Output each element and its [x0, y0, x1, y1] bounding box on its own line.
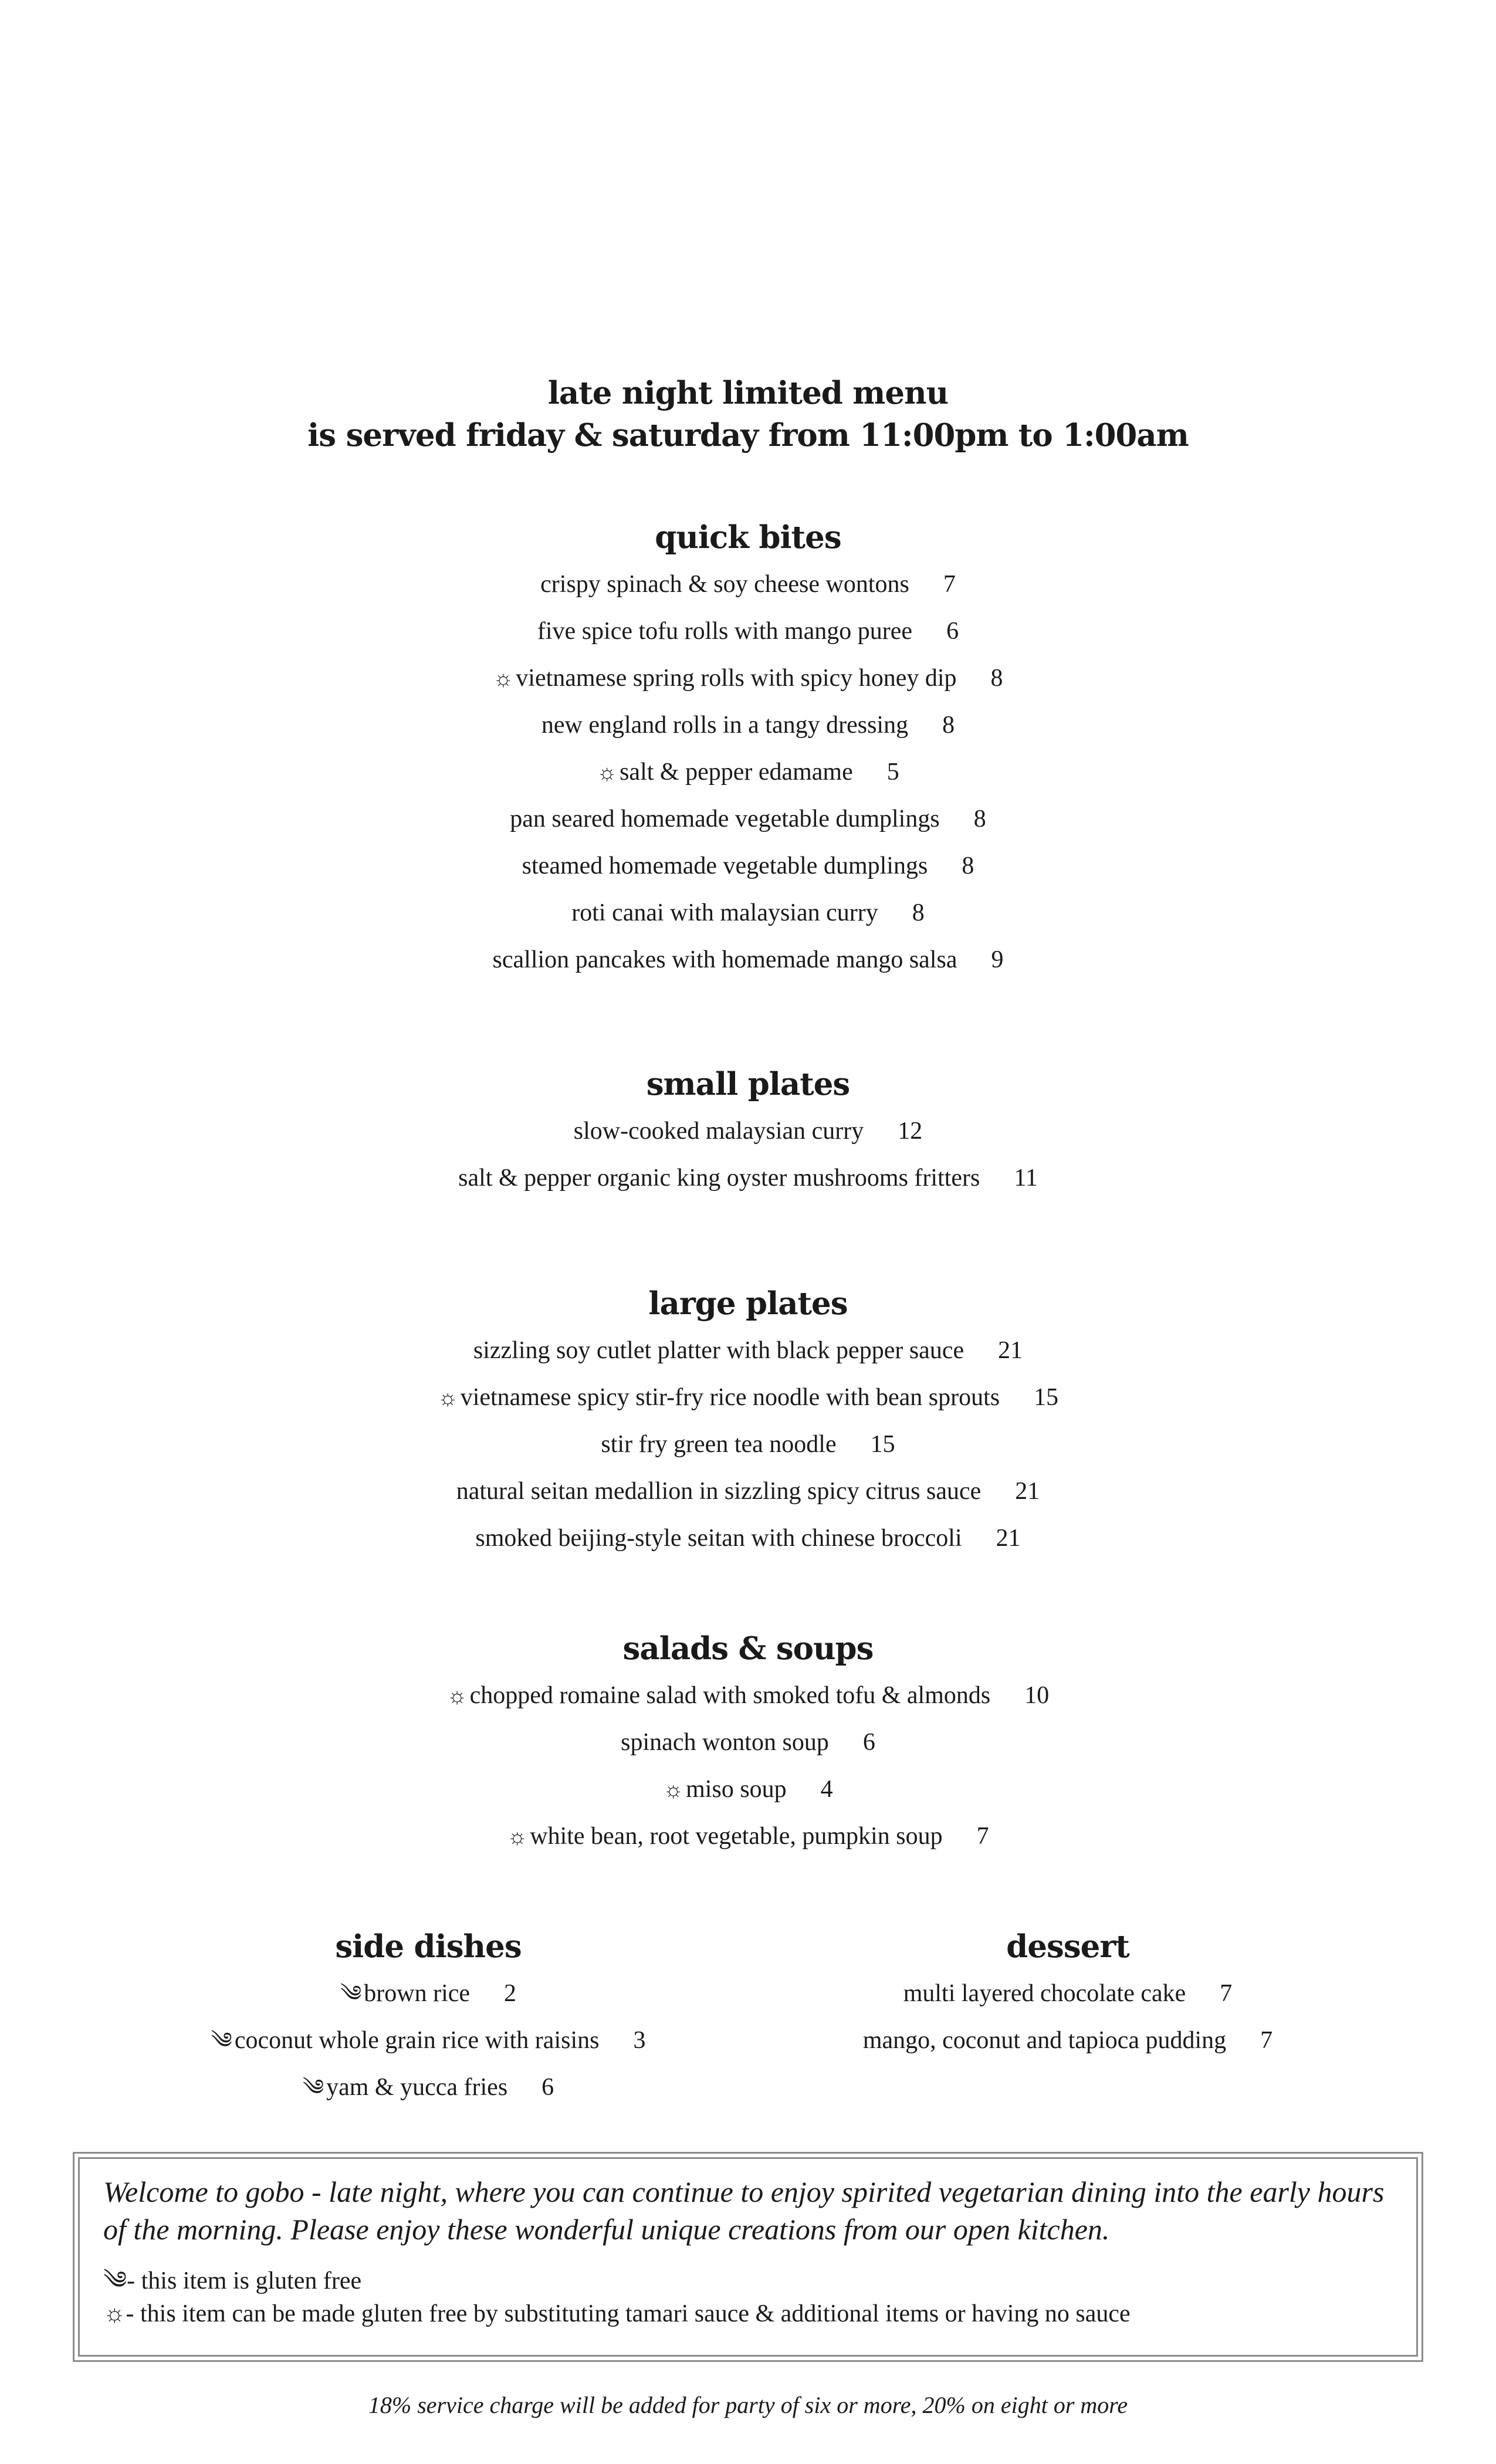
menu-item-price: 4: [820, 1776, 833, 1803]
menu-item-name: coconut whole grain rice with raisins: [234, 2027, 600, 2054]
menu-item-price: 7: [1220, 1980, 1233, 2007]
menu-item-name: vietnamese spicy stir-fry rice noodle with bean sprouts: [460, 1384, 1000, 1411]
menu-item-name: five spice tofu rolls with mango puree: [537, 618, 913, 645]
menu-item: [0, 1672, 1496, 1719]
menu-item: [0, 702, 1496, 749]
menu-item-price: 10: [1024, 1682, 1050, 1709]
menu-item: [0, 561, 1496, 608]
menu-item: [0, 1155, 1496, 1201]
menu-item-price: 12: [898, 1118, 923, 1145]
menu-item: [774, 2017, 1361, 2064]
menu-item-name: multi layered chocolate cake: [903, 1980, 1186, 2007]
section-title: large plates: [648, 1285, 848, 1322]
side-dishes-list: [135, 1970, 722, 2111]
menu-item-price: 7: [1260, 2027, 1273, 2054]
menu-title: late night limited menu: [547, 375, 949, 411]
menu-item: [0, 889, 1496, 936]
sun-icon: ☼: [597, 760, 618, 785]
leaf-icon: ༄: [302, 2076, 324, 2100]
section-side-dishes: [135, 1925, 722, 2111]
salads-soups-list: [0, 1672, 1496, 1860]
section-title: small plates: [646, 1066, 850, 1102]
sun-icon: ☼: [507, 1825, 528, 1849]
menu-item-name: brown rice: [364, 1980, 471, 2007]
menu-item: [0, 1468, 1496, 1515]
menu-item-price: 8: [912, 899, 925, 926]
menu-item-name: roti canai with malaysian curry: [571, 899, 878, 926]
menu-item-price: 3: [633, 2027, 646, 2054]
sun-icon: ☼: [437, 1386, 458, 1410]
legend-substitute: [103, 2297, 1393, 2330]
section-title: salads & soups: [622, 1630, 874, 1667]
menu-item-price: 6: [862, 1729, 875, 1756]
menu-item: [0, 796, 1496, 842]
section-large-plates: [0, 1282, 1496, 1562]
section-title: side dishes: [335, 1928, 522, 1965]
menu-item: [0, 1108, 1496, 1155]
menu-item-name: slow-cooked malaysian curry: [573, 1118, 864, 1145]
menu-item: [0, 655, 1496, 702]
section-title: dessert: [1006, 1928, 1129, 1965]
leaf-icon: ༄: [211, 2029, 232, 2053]
menu-item-name: vietnamese spring rolls with spicy honey dip: [516, 665, 957, 692]
menu-item-name: salt & pepper edamame: [620, 759, 853, 786]
service-charge-note: 18% service charge will be added for party of six or more, 20% on eight or more: [368, 2392, 1128, 2418]
menu-item-price: 8: [962, 852, 974, 879]
menu-item: [0, 749, 1496, 796]
menu-item-price: 7: [976, 1823, 989, 1850]
menu-item-name: stir fry green tea noodle: [601, 1431, 837, 1458]
sun-icon: ☼: [663, 1778, 684, 1802]
large-plates-list: [0, 1327, 1496, 1562]
note-box: [73, 2152, 1423, 2362]
menu-item-price: 21: [996, 1525, 1021, 1552]
leaf-icon: ༄: [103, 2267, 127, 2294]
menu-item-price: 15: [870, 1431, 895, 1458]
menu-item-price: 2: [504, 1980, 517, 2007]
section-dessert: [774, 1925, 1361, 2064]
note-box-inner: [78, 2157, 1418, 2357]
menu-item-name: pan seared homemade vegetable dumplings: [510, 805, 940, 832]
sun-icon: ☼: [446, 1684, 468, 1708]
quick-bites-list: [0, 561, 1496, 983]
menu-item-name: white bean, root vegetable, pumpkin soup: [530, 1823, 943, 1850]
menu-item: [0, 1766, 1496, 1813]
menu-item-name: new england rolls in a tangy dressing: [541, 712, 909, 739]
legend-gluten-free: [103, 2265, 1393, 2297]
menu-item: [0, 842, 1496, 889]
menu-item: [0, 1813, 1496, 1860]
menu-item-name: sizzling soy cutlet platter with black pepper sauce: [473, 1337, 964, 1364]
menu-item-price: 21: [998, 1337, 1023, 1364]
menu-item-price: 6: [946, 618, 959, 645]
menu-item-name: scallion pancakes with homemade mango salsa: [492, 946, 957, 973]
small-plates-list: [0, 1108, 1496, 1201]
menu-item-price: 21: [1015, 1478, 1040, 1505]
welcome-text: Welcome to gobo - late night, where you can continue to enjoy spirited vegetarian dining into the early hours of the morning. Please enjoy these wonderful unique creations from our open kitchen.: [103, 2175, 1385, 2246]
menu-item: [0, 1327, 1496, 1374]
menu-item: [135, 2017, 722, 2064]
menu-item-name: yam & yucca fries: [326, 2074, 508, 2101]
menu-item-name: mango, coconut and tapioca pudding: [862, 2027, 1227, 2054]
sun-icon: ☼: [493, 666, 514, 691]
menu-item-price: 8: [942, 712, 955, 739]
legend-substitute-text: - this item can be made gluten free by substituting tamari sauce & additional items or having no sauce: [126, 2300, 1131, 2327]
menu-item-price: 6: [541, 2074, 554, 2101]
menu-item-price: 8: [990, 665, 1003, 692]
menu-item-name: miso soup: [686, 1776, 787, 1803]
menu-item: [0, 1719, 1496, 1766]
menu-item: [0, 1515, 1496, 1562]
menu-item-name: steamed homemade vegetable dumplings: [522, 852, 928, 879]
menu-item-name: salt & pepper organic king oyster mushrooms fritters: [458, 1165, 980, 1192]
menu-item: [0, 1421, 1496, 1468]
section-title: quick bites: [655, 519, 841, 556]
sun-icon: ☼: [103, 2300, 126, 2327]
menu-item: [0, 1374, 1496, 1421]
legend-gluten-free-text: - this item is gluten free: [127, 2267, 362, 2294]
section-small-plates: [0, 1063, 1496, 1201]
menu-item-price: 9: [991, 946, 1004, 973]
menu-item: [0, 936, 1496, 983]
menu-item: [774, 1970, 1361, 2017]
menu-item-name: crispy spinach & soy cheese wontons: [540, 571, 909, 598]
menu-item-price: 11: [1014, 1165, 1038, 1192]
leaf-icon: ༄: [340, 1982, 362, 2006]
menu-item-name: spinach wonton soup: [621, 1729, 829, 1756]
menu-item-price: 15: [1034, 1384, 1059, 1411]
menu-hours: is served friday & saturday from 11:00pm to 1:00am: [307, 417, 1189, 453]
section-salads-soups: [0, 1627, 1496, 1860]
section-quick-bites: [0, 516, 1496, 983]
dessert-list: [774, 1970, 1361, 2064]
menu-item: [135, 1970, 722, 2017]
menu-item-name: smoked beijing-style seitan with chinese broccoli: [475, 1525, 962, 1552]
menu-header: [0, 372, 1496, 456]
menu-item-name: natural seitan medallion in sizzling spicy citrus sauce: [456, 1478, 981, 1505]
menu-item-price: 7: [943, 571, 956, 598]
menu-item: [135, 2064, 722, 2111]
menu-item-price: 5: [886, 759, 899, 786]
menu-item-name: chopped romaine salad with smoked tofu & almonds: [469, 1682, 991, 1709]
menu-item: [0, 608, 1496, 655]
menu-item-price: 8: [973, 805, 986, 832]
